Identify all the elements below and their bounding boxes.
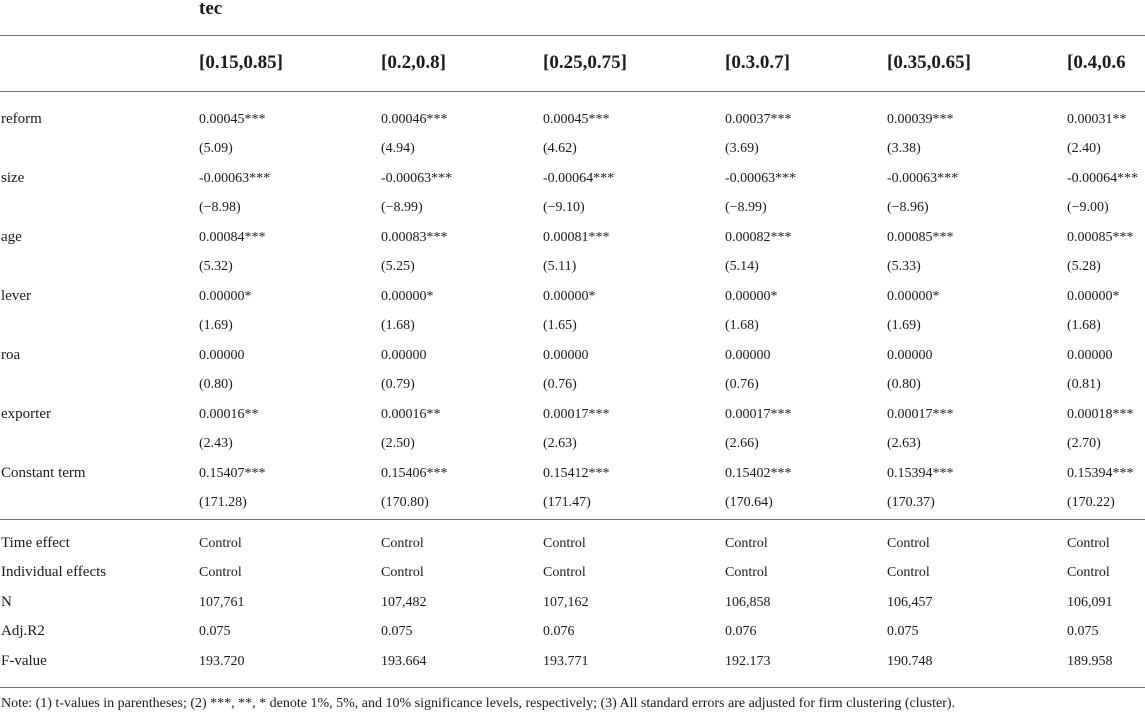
- row-label: lever: [1, 288, 31, 304]
- table-cell: 0.075: [1067, 624, 1099, 639]
- table-cell: 0.00000: [381, 348, 427, 363]
- table-cell: 107,162: [543, 595, 589, 610]
- table-cell: 0.075: [381, 624, 413, 639]
- column-header: [0.25,0.75]: [543, 52, 627, 73]
- table-cell: (5.33): [887, 259, 921, 274]
- table-cell: (0.76): [725, 377, 759, 392]
- table-cell: 107,761: [199, 595, 245, 610]
- row-label: N: [1, 594, 12, 610]
- table-cell: 0.076: [543, 624, 575, 639]
- table-cell: 106,858: [725, 595, 771, 610]
- table-cell: 0.15402***: [725, 466, 792, 481]
- table-cell: 0.00039***: [887, 112, 954, 127]
- table-cell: 0.00083***: [381, 230, 448, 245]
- table-cell: 0.00037***: [725, 112, 792, 127]
- table-cell: 0.00017***: [887, 407, 954, 422]
- row-label: Constant term: [1, 465, 86, 481]
- table-note: Note: (1) t-values in parentheses; (2) ***, **, * denote 1%, 5%, and 10% significance levels, respectively; (3) All standard errors are adjusted for firm clustering (cluster).: [1, 696, 956, 711]
- column-header: [0.3.0.7]: [725, 52, 790, 73]
- table-cell: (2.40): [1067, 141, 1101, 156]
- table-cell: 0.15412***: [543, 466, 610, 481]
- table-cell: (0.76): [543, 377, 577, 392]
- table-cell: Control: [887, 565, 930, 580]
- table-cell: 0.00000: [543, 348, 589, 363]
- column-header: [0.35,0.65]: [887, 52, 971, 73]
- table-cell: Control: [199, 536, 242, 551]
- table-cell: (170.64): [725, 495, 773, 510]
- table-cell: Control: [381, 565, 424, 580]
- table-cell: (−8.96): [887, 200, 929, 215]
- table-cell: 0.00000: [725, 348, 771, 363]
- table-cell: Control: [199, 565, 242, 580]
- table-cell: 0.00000: [887, 348, 933, 363]
- table-cell: 0.15406***: [381, 466, 448, 481]
- table-cell: 0.00000*: [543, 289, 596, 304]
- table-cell: 0.00000: [199, 348, 245, 363]
- table-cell: 0.00031**: [1067, 112, 1127, 127]
- table-cell: 190.748: [887, 654, 933, 669]
- table-cell: (−8.99): [381, 200, 423, 215]
- row-label: reform: [1, 111, 42, 127]
- table-cell: (1.69): [887, 318, 921, 333]
- table-cell: Control: [543, 536, 586, 551]
- table-cell: 0.00084***: [199, 230, 266, 245]
- column-header: [0.15,0.85]: [199, 52, 283, 73]
- table-cell: 0.00081***: [543, 230, 610, 245]
- row-label: F-value: [1, 653, 47, 669]
- row-label: size: [1, 170, 25, 186]
- table-cell: (5.28): [1067, 259, 1101, 274]
- table-cell: 0.00085***: [887, 230, 954, 245]
- table-cell: 0.00017***: [725, 407, 792, 422]
- table-cell: 0.00045***: [543, 112, 610, 127]
- table-cell: (2.70): [1067, 436, 1101, 451]
- table-cell: 0.00000: [1067, 348, 1113, 363]
- table-cell: (−9.10): [543, 200, 585, 215]
- table-cell: (1.69): [199, 318, 233, 333]
- table-cell: (2.63): [543, 436, 577, 451]
- table-cell: 0.075: [199, 624, 231, 639]
- table-cell: -0.00063***: [381, 171, 453, 186]
- dependent-variable-title: tec: [199, 0, 223, 19]
- table-cell: 0.00000*: [1067, 289, 1120, 304]
- table-cell: (5.32): [199, 259, 233, 274]
- table-cell: 0.076: [725, 624, 757, 639]
- table-cell: Control: [543, 565, 586, 580]
- table-cell: (1.65): [543, 318, 577, 333]
- table-cell: 106,091: [1067, 595, 1113, 610]
- table-cell: 193.771: [543, 654, 589, 669]
- column-header: [0.4,0.6: [1067, 52, 1126, 73]
- table-cell: 106,457: [887, 595, 933, 610]
- table-cell: 0.00045***: [199, 112, 266, 127]
- table-cell: 193.664: [381, 654, 427, 669]
- column-header: [0.2,0.8]: [381, 52, 446, 73]
- table-cell: (−8.98): [199, 200, 241, 215]
- table-bottom-rule: [0, 687, 1145, 688]
- table-cell: -0.00064***: [543, 171, 615, 186]
- row-label: roa: [1, 347, 21, 363]
- row-label: Time effect: [1, 535, 70, 551]
- table-cell: 0.00046***: [381, 112, 448, 127]
- table-cell: 0.075: [887, 624, 919, 639]
- table-cell: 0.00000*: [199, 289, 252, 304]
- table-cell: -0.00064***: [1067, 171, 1139, 186]
- table-cell: (170.80): [381, 495, 429, 510]
- table-cell: (5.25): [381, 259, 415, 274]
- table-cell: 0.15394***: [1067, 466, 1134, 481]
- table-cell: Control: [1067, 565, 1110, 580]
- table-cell: (171.47): [543, 495, 591, 510]
- header-bottom-rule: [0, 91, 1145, 92]
- table-cell: (0.81): [1067, 377, 1101, 392]
- table-cell: -0.00063***: [725, 171, 797, 186]
- table-cell: -0.00063***: [887, 171, 959, 186]
- table-cell: 0.00018***: [1067, 407, 1134, 422]
- table-cell: 0.00016**: [199, 407, 259, 422]
- table-cell: 0.00017***: [543, 407, 610, 422]
- table-cell: (4.62): [543, 141, 577, 156]
- table-cell: (5.11): [543, 259, 577, 274]
- table-cell: Control: [1067, 536, 1110, 551]
- table-cell: 0.00000*: [887, 289, 940, 304]
- table-cell: Control: [725, 536, 768, 551]
- table-cell: 0.00085***: [1067, 230, 1134, 245]
- table-cell: (171.28): [199, 495, 247, 510]
- table-cell: 189.958: [1067, 654, 1113, 669]
- table-cell: 192.173: [725, 654, 771, 669]
- table-cell: Control: [381, 536, 424, 551]
- table-cell: (2.50): [381, 436, 415, 451]
- table-cell: (4.94): [381, 141, 415, 156]
- table-cell: (2.63): [887, 436, 921, 451]
- row-label: Individual effects: [1, 564, 107, 580]
- table-cell: Control: [887, 536, 930, 551]
- table-cell: (1.68): [1067, 318, 1101, 333]
- table-cell: 193.720: [199, 654, 245, 669]
- table-cell: (0.79): [381, 377, 415, 392]
- row-label: exporter: [1, 406, 51, 422]
- table-cell: (170.37): [887, 495, 935, 510]
- table-cell: (−8.99): [725, 200, 767, 215]
- table-cell: (2.43): [199, 436, 233, 451]
- table-cell: (−9.00): [1067, 200, 1109, 215]
- table-cell: (0.80): [199, 377, 233, 392]
- table-cell: (3.38): [887, 141, 921, 156]
- table-cell: 0.00000*: [381, 289, 434, 304]
- row-label: age: [1, 229, 22, 245]
- table-cell: -0.00063***: [199, 171, 271, 186]
- table-cell: (170.22): [1067, 495, 1115, 510]
- table-cell: (5.14): [725, 259, 759, 274]
- table-cell: (3.69): [725, 141, 759, 156]
- table-cell: (0.80): [887, 377, 921, 392]
- table-cell: 0.15394***: [887, 466, 954, 481]
- table-cell: 107,482: [381, 595, 427, 610]
- table-cell: (1.68): [725, 318, 759, 333]
- header-top-rule: [0, 35, 1145, 36]
- table-cell: 0.00082***: [725, 230, 792, 245]
- table-cell: (1.68): [381, 318, 415, 333]
- stats-separator-rule: [0, 519, 1145, 520]
- table-cell: (2.66): [725, 436, 759, 451]
- table-cell: Control: [725, 565, 768, 580]
- row-label: Adj.R2: [1, 623, 45, 639]
- table-cell: 0.15407***: [199, 466, 266, 481]
- table-cell: (5.09): [199, 141, 233, 156]
- table-cell: 0.00000*: [725, 289, 778, 304]
- table-cell: 0.00016**: [381, 407, 441, 422]
